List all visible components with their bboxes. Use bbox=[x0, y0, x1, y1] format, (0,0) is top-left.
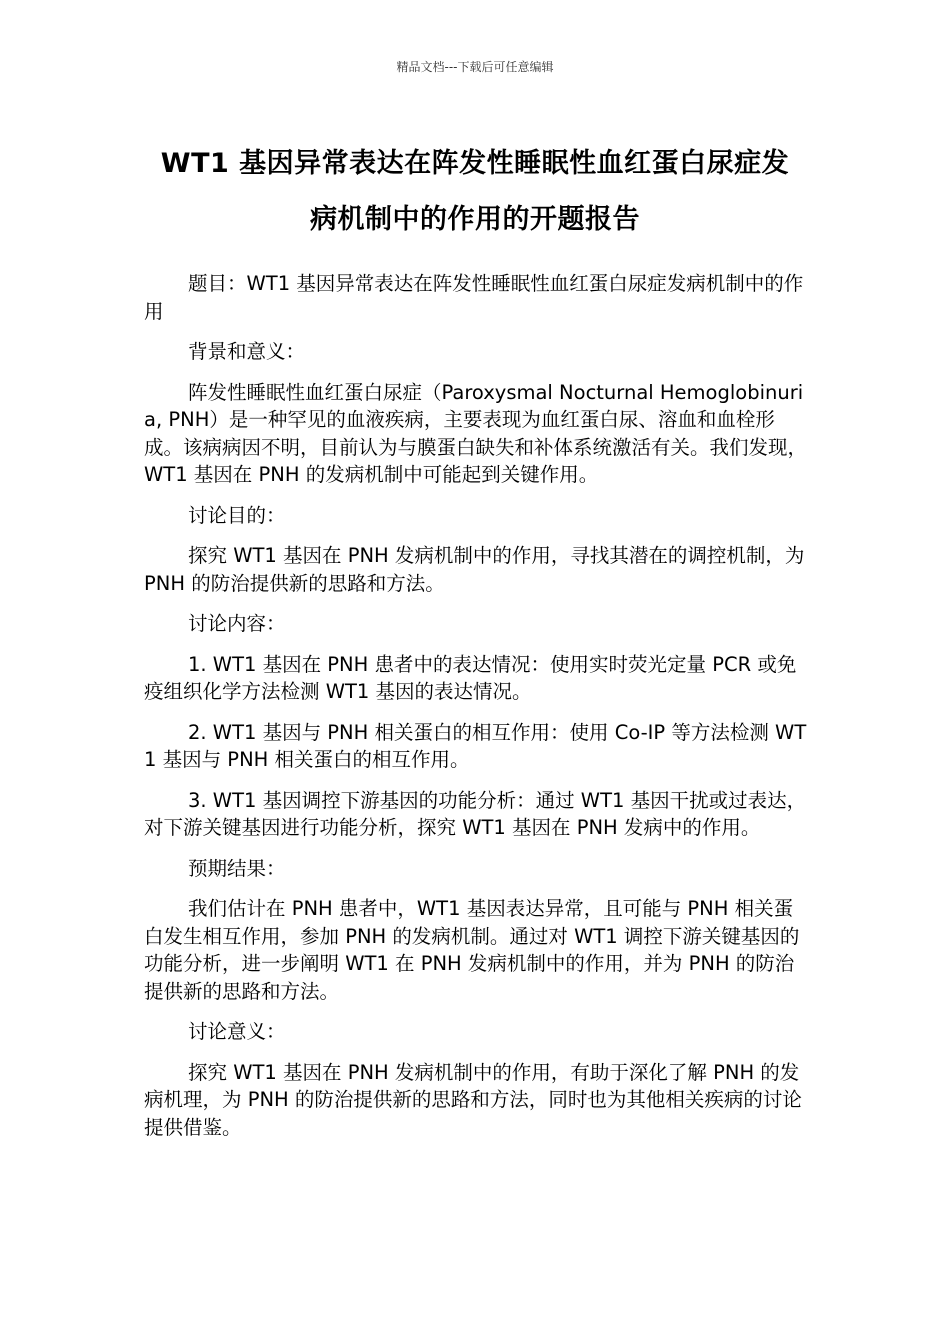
document-body bbox=[144, 270, 808, 1154]
paragraph-topic: 题目：WT1 基因异常表达在阵发性睡眠性血红蛋白尿症发病机制中的作用 bbox=[144, 272, 804, 323]
content-item-2: 2. WT1 基因与 PNH 相关蛋白的相互作用：使用 Co-IP 等方法检测 WT1 基因与 PNH 相关蛋白的相互作用。 bbox=[144, 720, 807, 771]
paragraph-purpose: 探究 WT1 基因在 PNH 发病机制中的作用，寻找其潜在的调控机制，为 PNH 的防治提供新的思路和方法。 bbox=[144, 544, 805, 595]
content-item-3: 3. WT1 基因调控下游基因的功能分析：通过 WT1 基因干扰或过表达，对下游关键基因进行功能分析，探究 WT1 基因在 PNH 发病中的作用。 bbox=[144, 788, 807, 839]
heading-significance: 讨论意义： bbox=[188, 1020, 286, 1043]
paragraph-significance: 探究 WT1 基因在 PNH 发病机制中的作用，有助于深化了解 PNH 的发病机理，为 PNH 的防治提供新的思路和方法，同时也为其他相关疾病的讨论提供借鉴。 bbox=[144, 1060, 802, 1139]
title-line-1: WT1 基因异常表达在阵发性睡眠性血红蛋白尿症发 bbox=[160, 148, 790, 179]
page-header: 精品文档---下载后可任意编辑 bbox=[396, 60, 554, 74]
paragraph-background: 阵发性睡眠性血红蛋白尿症（Paroxysmal Nocturnal Hemoglobinuria, PNH）是一种罕见的血液疾病，主要表现为血红蛋白尿、溶血和血栓形成。该病病因不明，目前认为与膜蛋白缺失和补体系统激活有关。我们发现，WT1 基因在 PNH 的发病机制中可能起到关键作用。 bbox=[144, 380, 808, 486]
heading-purpose: 讨论目的： bbox=[188, 503, 286, 527]
heading-background: 背景和意义： bbox=[188, 340, 306, 363]
heading-content: 讨论内容： bbox=[188, 612, 286, 635]
heading-expected-results: 预期结果： bbox=[188, 856, 286, 880]
title-line-2: 病机制中的作用的开题报告 bbox=[310, 204, 640, 235]
document-title bbox=[140, 136, 810, 248]
content-item-1: 1. WT1 基因在 PNH 患者中的表达情况：使用实时荧光定量 PCR 或免疫组织化学方法检测 WT1 基因的表达情况。 bbox=[144, 652, 797, 703]
paragraph-expected-results: 我们估计在 PNH 患者中，WT1 基因表达异常，且可能与 PNH 相关蛋白发生相互作用，参加 PNH 的发病机制。通过对 WT1 调控下游关键基因的功能分析，进一步阐明 WT1 在 PNH 发病机制中的作用，并为 PNH 的防治提供新的思路和方法。 bbox=[144, 897, 800, 1003]
